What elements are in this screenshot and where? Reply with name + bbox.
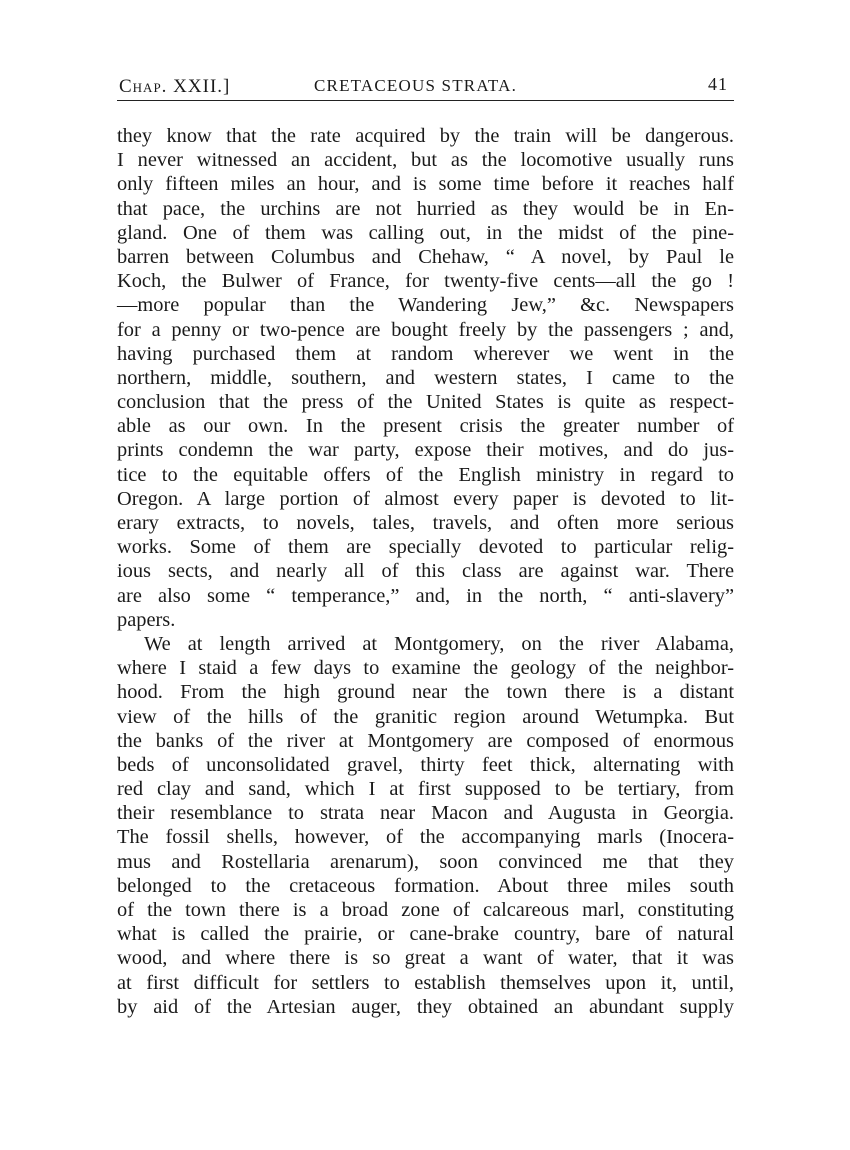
book-page	[117, 62, 734, 1018]
header-rule	[117, 100, 734, 101]
text-line: view of the hills of the granitic region around Wetumpka. But	[117, 705, 734, 728]
text-line: Koch, the Bulwer of France, for twenty-five cents—all the go !	[117, 270, 734, 293]
running-title: CRETACEOUS STRATA.	[314, 76, 518, 95]
text-line: they know that the rate acquired by the train will be dangerous.	[117, 125, 734, 147]
text-line: beds of unconsolidated gravel, thirty feet thick, alternating with	[117, 753, 734, 776]
text-line: mus and Rostellaria arenarum), soon convinced me that they	[117, 850, 734, 873]
text-line: wood, and where there is so great a want of water, that it was	[117, 947, 734, 970]
text-line: The fossil shells, however, of the accompanying marls (Inocera-	[117, 826, 734, 849]
text-line: belonged to the cretaceous formation. About three miles south	[117, 874, 734, 897]
text-line: what is called the prairie, or cane-brake country, bare of natural	[117, 923, 734, 946]
text-line: are also some “ temperance,” and, in the north, “ anti-slavery”	[117, 584, 734, 607]
text-line: erary extracts, to novels, tales, travels, and often more serious	[117, 512, 734, 534]
text-line: northern, middle, southern, and western states, I came to the	[117, 366, 734, 389]
text-line: We at length arrived at Montgomery, on the river Alabama,	[144, 632, 734, 655]
text-line: Oregon. A large portion of almost every paper is devoted to lit-	[117, 487, 734, 510]
text-line: barren between Columbus and Chehaw, “ A novel, by Paul le	[117, 245, 734, 268]
text-line: for a penny or two-pence are bought freely by the passengers ; and,	[117, 318, 734, 341]
text-line: the banks of the river at Montgomery are composed of enormous	[117, 729, 734, 752]
text-line: having purchased them at random wherever we went in the	[117, 342, 734, 365]
text-line: red clay and sand, which I at first supposed to be tertiary, from	[117, 778, 734, 801]
text-line: by aid of the Artesian auger, they obtained an abundant supply	[117, 995, 734, 1018]
text-line: that pace, the urchins are not hurried as they would be in En-	[117, 197, 734, 220]
text-line: conclusion that the press of the United States is quite as respect-	[117, 391, 734, 414]
text-line: ious sects, and nearly all of this class are against war. There	[117, 560, 734, 583]
text-line: gland. One of them was calling out, in the midst of the pine-	[117, 221, 734, 244]
text-line: only fifteen miles an hour, and is some time before it reaches half	[117, 173, 734, 196]
body-text	[117, 124, 734, 1019]
chapter-label: Chap. XXII.]	[119, 76, 231, 97]
text-line: their resemblance to strata near Macon and Augusta in Georgia.	[117, 802, 734, 825]
text-line: of the town there is a broad zone of calcareous marl, constituting	[117, 899, 734, 921]
text-line: hood. From the high ground near the town there is a distant	[117, 681, 734, 704]
text-line: able as our own. In the present crisis the greater number of	[117, 415, 734, 438]
text-line: —more popular than the Wandering Jew,” &c. Newspapers	[117, 294, 734, 317]
text-line: prints condemn the war party, expose their motives, and do jus-	[117, 439, 734, 462]
text-line: papers.	[117, 608, 176, 631]
text-line: at first difficult for settlers to establish themselves upon it, until,	[117, 971, 734, 994]
text-line: where I staid a few days to examine the geology of the neighbor-	[117, 657, 734, 680]
running-header	[117, 62, 734, 96]
text-line: works. Some of them are specially devoted to particular relig-	[117, 536, 734, 559]
page-number: 41	[708, 74, 728, 94]
text-line: tice to the equitable offers of the English ministry in regard to	[117, 463, 734, 486]
text-line: I never witnessed an accident, but as the locomotive usually runs	[117, 149, 734, 172]
